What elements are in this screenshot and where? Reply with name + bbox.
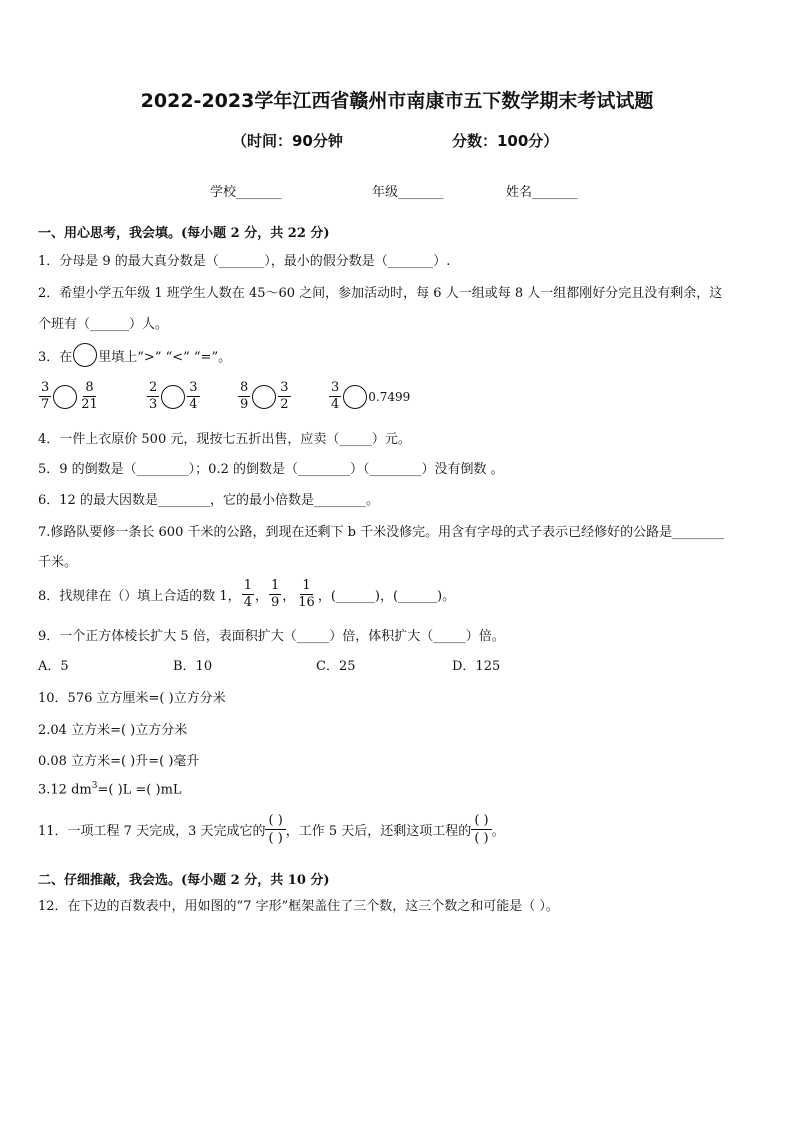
- question-8: 8．找规律在（）填上合适的数 1， $\frac{1}{4}$ ， $\frac{1}{9}$ ， $\frac{1}{16}$ ，(______)，(______)。: [38, 578, 456, 610]
- question-3: [38, 343, 231, 367]
- question-11-part-b: ，工作 5 天后，还剩这项工程的: [285, 824, 472, 839]
- section-2-heading: 二、仔细推敲，我会选。(每小题 2 分，共 10 分): [38, 873, 330, 888]
- fraction: $\frac{2}{3}$: [149, 380, 158, 412]
- question-3-prefix: 3．在: [38, 349, 73, 365]
- fraction: $\frac{1}{16}$: [298, 578, 315, 610]
- compare-circle[interactable]: [161, 385, 185, 409]
- option-c: C．25: [316, 659, 356, 674]
- question-11-part-c: 。: [491, 824, 505, 839]
- compare-circle-example: [73, 343, 97, 367]
- question-10-line-2: 2.04 立方米=( )立方分米: [38, 723, 188, 738]
- question-9: 9．一个正方体棱长扩大 5 倍，表面积扩大（_____）倍，体积扩大（_____）倍。: [38, 629, 505, 644]
- exam-score: 分数：100分）: [452, 132, 559, 150]
- school-field: 学校_______: [210, 185, 282, 200]
- comparison-item-4: [328, 380, 410, 413]
- section-1-heading: 一、用心思考，我会填。(每小题 2 分，共 22 分): [38, 226, 330, 241]
- answer-fraction-blank[interactable]: ( ) ( ): [471, 812, 491, 847]
- question-7-line-1: 7.修路队要修一条长 600 千米的公路，到现在还剩下 b 千米没修完。用含有字母的式子表示已经修好的公路是________: [38, 525, 725, 540]
- compare-circle[interactable]: [53, 385, 77, 409]
- grade-field: 年级_______: [372, 185, 444, 200]
- question-2-line-1: 2．希望小学五年级 1 班学生人数在 45～60 之间，参加活动时，每 6 人一组或每 8 人一组都刚好分完且没有剩余，这: [38, 286, 723, 301]
- question-3-suffix: 里填上“>” “<” “=”。: [98, 349, 232, 365]
- question-2-line-2: 个班有（______）人。: [38, 317, 169, 332]
- compare-circle[interactable]: [343, 385, 367, 409]
- question-8-prefix: 8．找规律在（）填上合适的数 1，: [38, 589, 241, 604]
- fraction: $\frac{1}{9}$: [270, 578, 280, 610]
- decimal-value: 0.7499: [368, 389, 411, 404]
- comparison-item-2: [146, 380, 201, 413]
- fraction: $\frac{3}{2}$: [280, 380, 289, 412]
- option-b: B．10: [173, 659, 213, 674]
- fraction: $\frac{8}{9}$: [240, 380, 249, 412]
- fraction: $\frac{3}{7}$: [41, 380, 50, 412]
- comparison-item-3: [237, 380, 292, 413]
- question-1: 1．分母是 9 的最大真分数是（_______），最小的假分数是（_______）.: [38, 254, 451, 269]
- question-6: 6．12 的最大因数是________，它的最小倍数是________。: [38, 493, 379, 508]
- answer-fraction-blank[interactable]: ( ) ( ): [265, 812, 285, 847]
- question-11-part-a: 11．一项工程 7 天完成，3 天完成它的: [38, 824, 266, 839]
- name-field: 姓名_______: [506, 185, 578, 200]
- fraction: $\frac{1}{4}$: [243, 578, 252, 610]
- question-8-suffix: ，(______)，(______)。: [317, 589, 456, 604]
- fraction: $\frac{3}{4}$: [189, 380, 198, 412]
- fraction: $\frac{3}{4}$: [331, 380, 340, 412]
- question-12: 12．在下边的百数表中，用如图的“7 字形”框架盖住了三个数，这三个数之和可能是（ ）。: [38, 899, 559, 914]
- question-10-line-1: 10．576 立方厘米=( )立方分米: [38, 691, 226, 706]
- question-10-line-4: 3.12 $dm^3=$( )L =( )mL: [38, 781, 182, 798]
- question-11: [38, 812, 505, 847]
- option-a: A．5: [38, 659, 69, 674]
- question-4: 4．一件上衣原价 500 元，现按七五折出售，应卖（_____）元。: [38, 432, 411, 447]
- exam-time: （时间：90分钟: [232, 132, 343, 150]
- comparison-item-1: [38, 380, 101, 413]
- question-7-line-2: 千米。: [38, 555, 78, 570]
- compare-circle[interactable]: [252, 385, 276, 409]
- question-10-line-3: 0.08 立方米=( )升=( )毫升: [38, 754, 200, 769]
- option-d: D．125: [452, 659, 501, 674]
- question-5: 5．9 的倒数是（________）；0.2 的倒数是（________）（________）没有倒数 。: [38, 462, 504, 477]
- page-title: 2022-2023学年江西省赣州市南康市五下数学期末考试试题: [140, 90, 654, 112]
- fraction: $\frac{8}{21}$: [81, 380, 98, 412]
